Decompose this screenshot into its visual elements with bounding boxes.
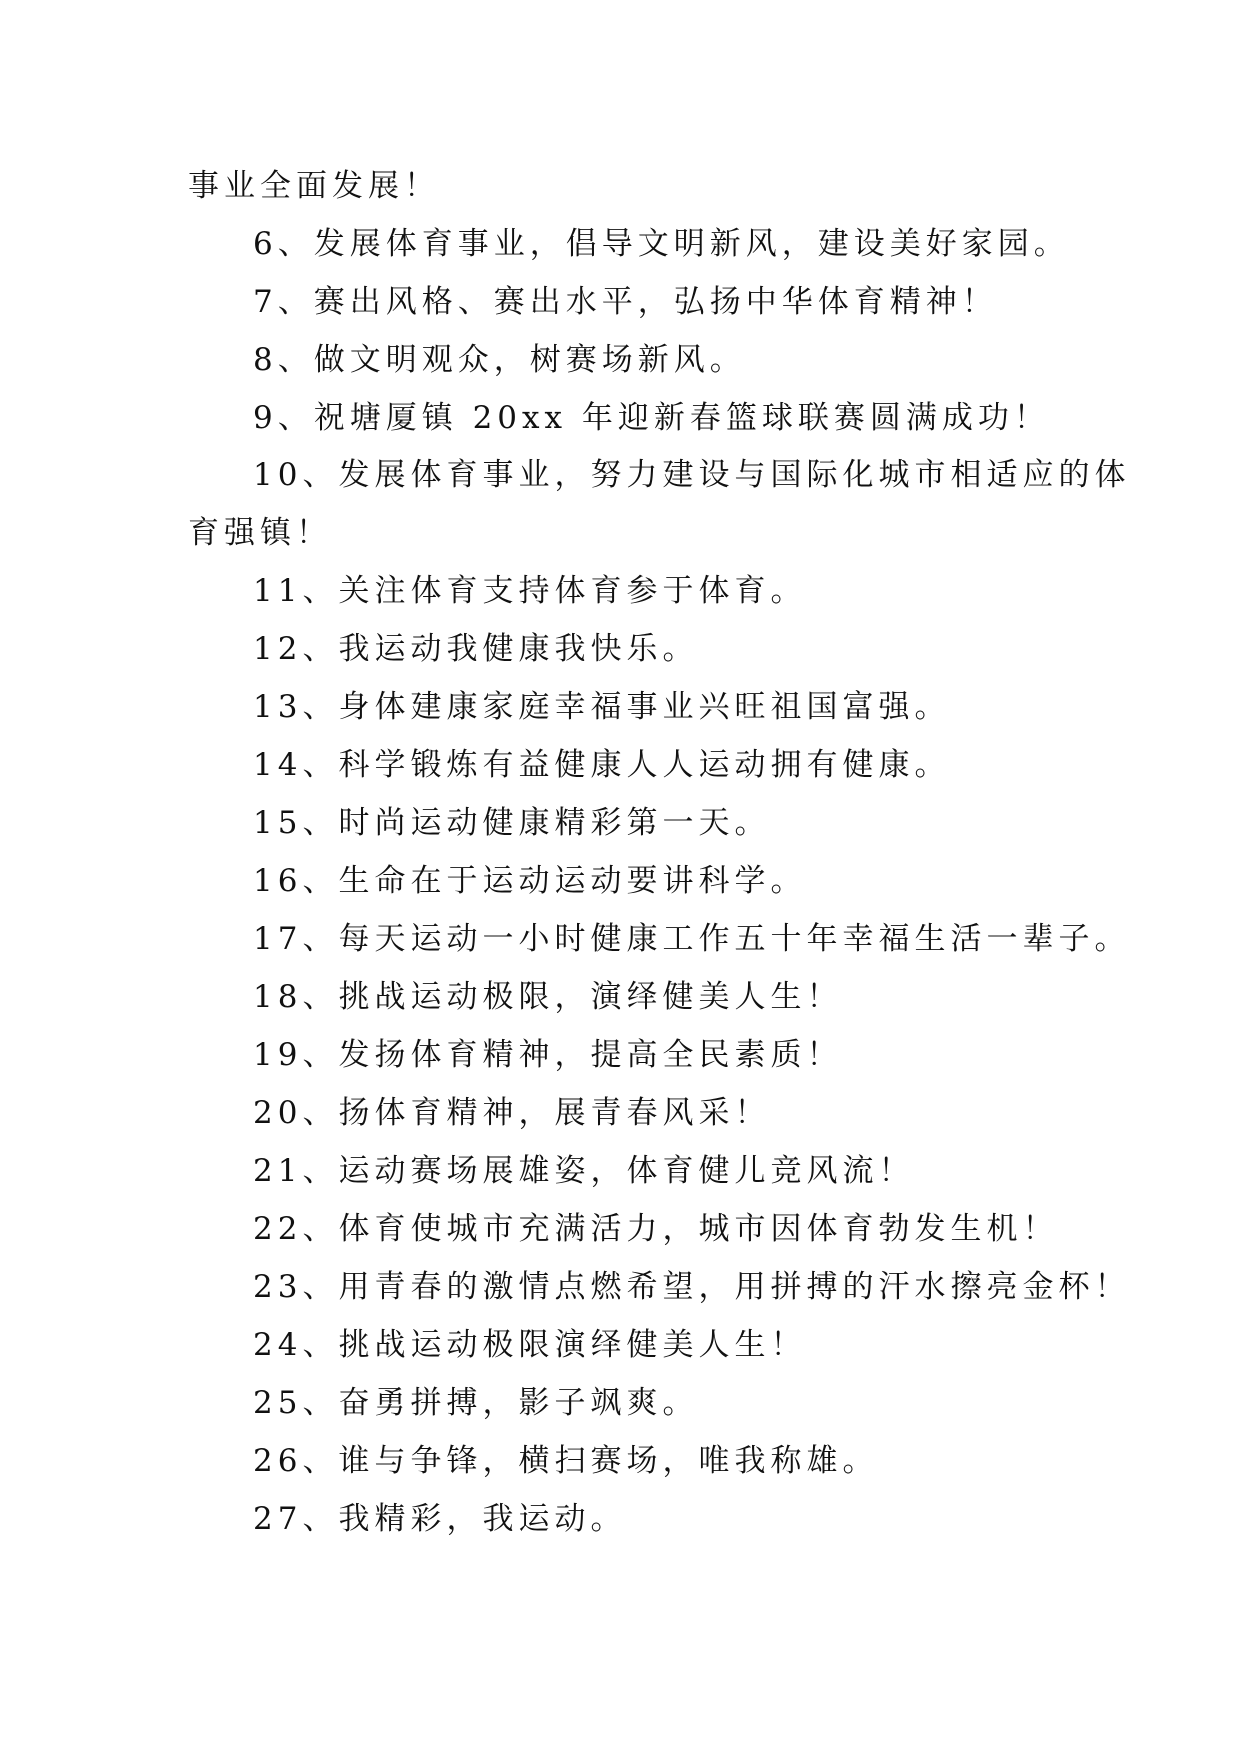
slogan-item: 9、祝塘厦镇 20xx 年迎新春篮球联赛圆满成功！ [253,400,1050,436]
slogan-item: 7、赛出风格、赛出水平，弘扬中华体育精神！ [253,284,998,320]
slogan-item: 24、挑战运动极限演绎健美人生！ [253,1327,807,1363]
slogan-item: 16、生命在于运动运动要讲科学。 [253,863,807,899]
slogan-item: 14、科学锻炼有益健康人人运动拥有健康。 [253,747,951,783]
text-line: 事业全面发展！ [188,168,440,204]
slogan-item: 26、谁与争锋，横扫赛场，唯我称雄。 [253,1443,879,1479]
slogan-item: 25、奋勇拼搏，影子飒爽。 [253,1385,699,1421]
slogan-item: 21、运动赛场展雄姿，体育健儿竞风流！ [253,1153,915,1189]
slogan-item: 23、用青春的激情点燃希望，用拼搏的汗水擦亮金杯！ [253,1269,1131,1305]
slogan-item: 13、身体建康家庭幸福事业兴旺祖国富强。 [253,689,951,725]
slogan-item: 10、发展体育事业，努力建设与国际化城市相适应的体 [253,457,1131,493]
slogan-item: 17、每天运动一小时健康工作五十年幸福生活一辈子。 [253,921,1131,957]
slogan-item: 20、扬体育精神，展青春风采！ [253,1095,771,1131]
slogan-item: 19、发扬体育精神，提高全民素质！ [253,1037,843,1073]
slogan-item: 22、体育使城市充满活力，城市因体育勃发生机！ [253,1211,1059,1247]
slogan-item: 8、做文明观众，树赛场新风。 [253,342,746,378]
slogan-item: 27、我精彩，我运动。 [253,1501,627,1537]
slogan-item: 15、时尚运动健康精彩第一天。 [253,805,771,841]
slogan-item: 6、发展体育事业，倡导文明新风，建设美好家园。 [253,226,1070,262]
slogan-item: 12、我运动我健康我快乐。 [253,631,699,667]
slogan-item: 18、挑战运动极限，演绎健美人生！ [253,979,843,1015]
slogan-item: 11、关注体育支持体育参于体育。 [253,573,807,609]
text-line: 育强镇！ [188,515,332,551]
